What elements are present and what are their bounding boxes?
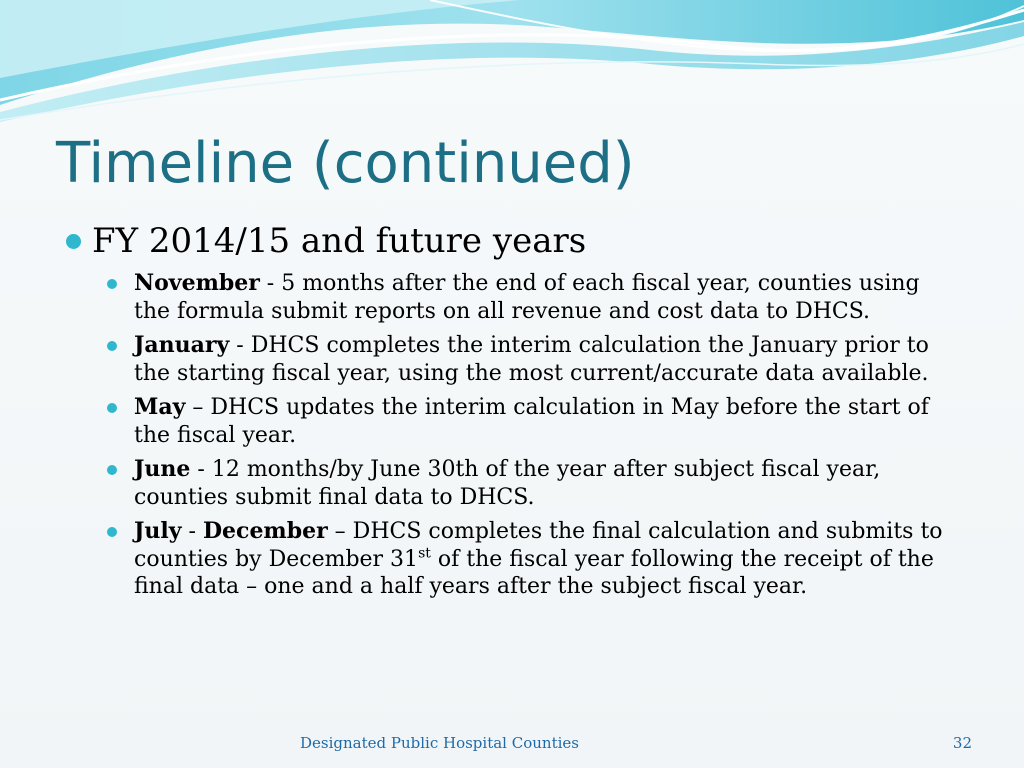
bullet-fy-heading [66, 216, 966, 266]
header-swoosh-graphic [0, 0, 1024, 140]
footer-text: Designated Public Hospital Counties [300, 734, 579, 752]
bullet-dot-icon [107, 341, 117, 351]
bullet-text: - 12 months/by June 30th of the year after subject fiscal year, counties submit final data to DHCS. [134, 457, 881, 510]
sub-bullet-november [107, 270, 962, 325]
bullet-text: – DHCS updates the interim calculation in May before the start of the fiscal year. [134, 395, 929, 448]
slide-body [66, 216, 966, 608]
sub-bullet-june [107, 456, 962, 511]
bullet-text: – DHCS completes the final calculation and submits to counties by December 31 [134, 519, 943, 572]
bullet-lead-month: January [134, 332, 230, 358]
slide-title: Timeline (continued) [56, 131, 635, 196]
bullet-text-continued: of the fiscal year following the receipt of the final data – one and a half years after the subject fiscal year. [134, 546, 934, 599]
bullet-lead-month: July [134, 518, 182, 544]
bullet-text: - DHCS completes the interim calculation the January prior to the starting fiscal year, using the most current/accurate data available. [134, 333, 929, 386]
bullet-separator: - [181, 519, 203, 544]
bullet-dot-icon [107, 527, 117, 537]
sub-bullet-july-december [107, 518, 962, 601]
page-number: 32 [952, 734, 972, 752]
bullet-dot-icon [107, 465, 117, 475]
bullet-dot-icon [107, 279, 117, 289]
ordinal-suffix: st [418, 545, 431, 562]
bullet-lead-month: May [134, 394, 186, 420]
sub-bullet-may [107, 394, 962, 449]
bullet-dot-icon [66, 234, 81, 249]
bullet-text: - 5 months after the end of each fiscal year, counties using the formula submit reports on all revenue and cost data to DHCS. [134, 271, 920, 324]
bullet-lead-month-end: December [202, 518, 328, 544]
bullet-dot-icon [107, 403, 117, 413]
bullet-lead-month: June [134, 456, 191, 482]
bullet-fy-heading-text: FY 2014/15 and future years [92, 221, 587, 261]
sub-bullet-january [107, 332, 962, 387]
bullet-lead-month: November [134, 270, 260, 296]
